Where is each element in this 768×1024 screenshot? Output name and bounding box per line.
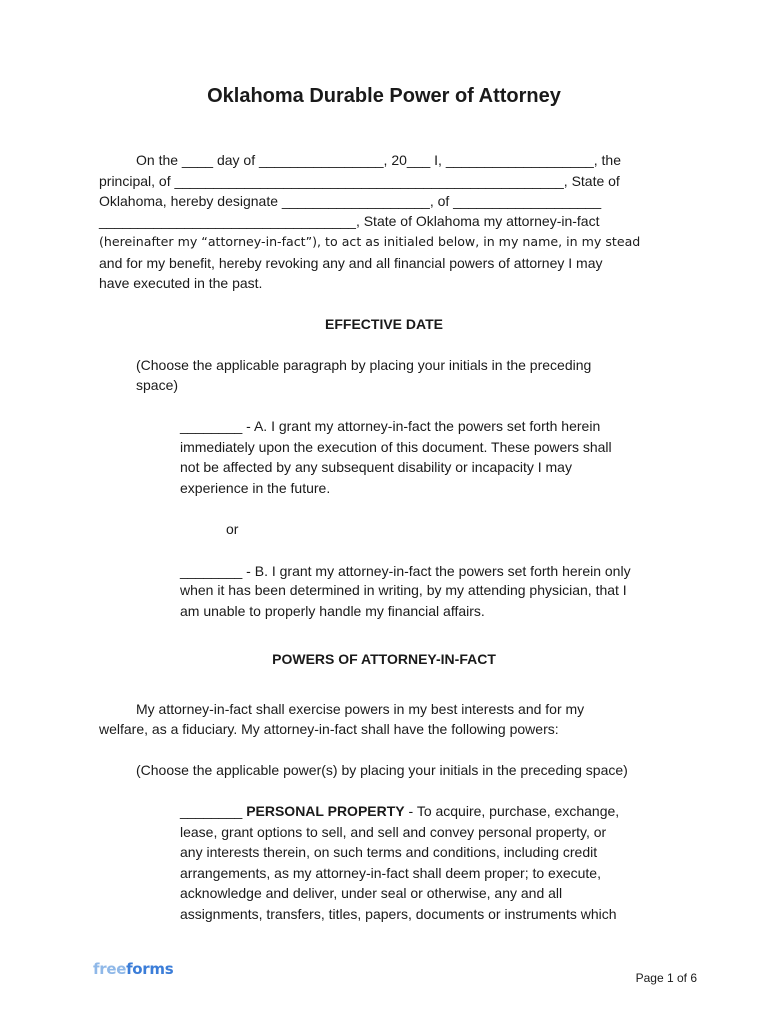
freeforms-logo xyxy=(93,960,173,978)
option-b-line: when it has been determined in writing, by my attending physician, that I xyxy=(180,582,627,598)
effective-date-heading: EFFECTIVE DATE xyxy=(325,316,443,332)
personal-property-first-line xyxy=(180,801,619,821)
logo-free-text: free xyxy=(93,960,127,978)
logo-forms-text: forms xyxy=(126,960,174,978)
powers-heading: POWERS OF ATTORNEY-IN-FACT xyxy=(272,651,496,667)
intro-line: have executed in the past. xyxy=(99,275,263,291)
option-a-line: ________ - A. I grant my attorney-in-fact the powers set forth herein xyxy=(180,418,601,434)
powers-intro-line: My attorney-in-fact shall exercise powers in my best interests and for my xyxy=(136,701,585,717)
or-text: or xyxy=(226,521,239,537)
powers-instruction: (Choose the applicable power(s) by placing your initials in the preceding space) xyxy=(136,762,628,778)
option-a-line: not be affected by any subsequent disability or incapacity I may xyxy=(180,459,572,475)
intro-line: Oklahoma, hereby designate ___________________, of ___________________ xyxy=(99,193,602,209)
option-b-line: ________ - B. I grant my attorney-in-fact the powers set forth herein only xyxy=(180,563,631,579)
effective-instruction-line: (Choose the applicable paragraph by placing your initials in the preceding xyxy=(136,357,592,373)
personal-property-line: arrangements, as my attorney-in-fact shall deem proper; to execute, xyxy=(180,865,601,881)
document-title: Oklahoma Durable Power of Attorney xyxy=(207,85,561,107)
personal-property-line: acknowledge and deliver, under seal or otherwise, any and all xyxy=(180,885,563,901)
option-a-line: immediately upon the execution of this document. These powers shall xyxy=(180,439,612,455)
intro-line: principal, of __________________________________________________, State of xyxy=(99,173,620,189)
page-number: Page 1 of 6 xyxy=(635,971,697,985)
intro-line: and for my benefit, hereby revoking any and all financial powers of attorney I may xyxy=(99,255,603,271)
powers-intro-line: welfare, as a fiduciary. My attorney-in-fact shall have the following powers: xyxy=(99,721,559,737)
intro-line: On the ____ day of ________________, 20___ I, ___________________, the xyxy=(136,152,622,168)
personal-property-line: any interests therein, on such terms and conditions, including credit xyxy=(180,844,598,860)
option-b-line: am unable to properly handle my financial affairs. xyxy=(180,603,485,619)
personal-property-label: PERSONAL PROPERTY xyxy=(246,803,405,819)
option-a-line: experience in the future. xyxy=(180,480,331,496)
intro-line: (hereinafter my “attorney-in-fact”), to act as initialed below, in my name, in my stead xyxy=(99,234,641,249)
personal-property-line: lease, grant options to sell, and sell and convey personal property, or xyxy=(180,824,607,840)
initials-blank: ________ xyxy=(180,803,247,819)
personal-property-line: assignments, transfers, titles, papers, documents or instruments which xyxy=(180,906,617,922)
effective-instruction-line: space) xyxy=(136,377,179,393)
personal-property-text: - To acquire, purchase, exchange, xyxy=(404,803,620,819)
intro-line: _________________________________, State of Oklahoma my attorney-in-fact xyxy=(99,213,600,229)
